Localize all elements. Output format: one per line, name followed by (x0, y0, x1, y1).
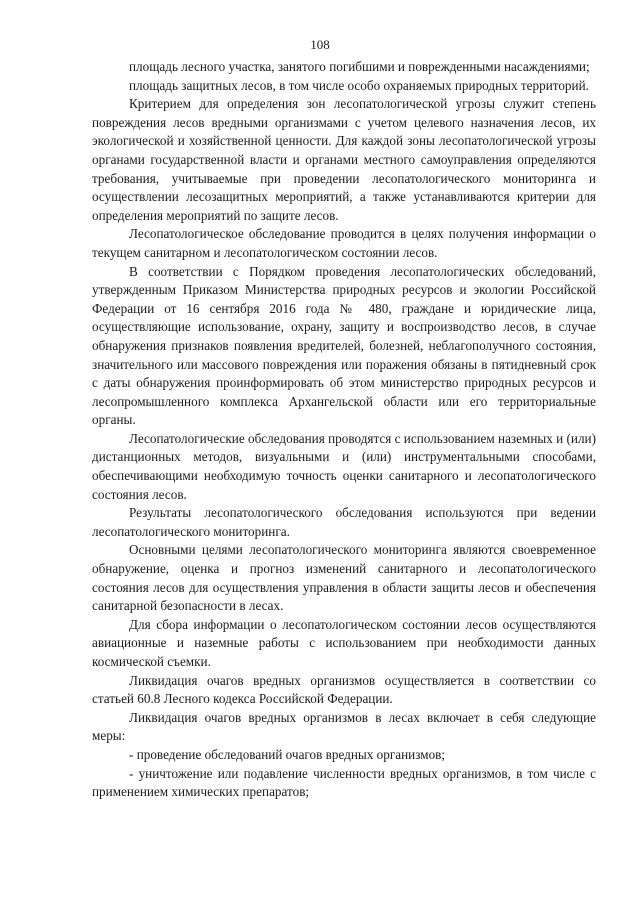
paragraph: Результаты лесопатологического обследования используются при ведении лесопатологического мониторинга. (92, 505, 596, 539)
paragraph: Лесопатологические обследования проводятся с использованием наземных и (или) дистанционных методов, визуальными и (или) инструментальными способами, обеспечивающими необходимую точность оценки санитарного и лесопатологического состояния лесов. (92, 430, 596, 502)
paragraph: Для сбора информации о лесопатологическом состоянии лесов осуществляются авиационные и наземные работы с использованием при необходимости данных космической съемки. (92, 616, 596, 669)
paragraph: площадь защитных лесов, в том числе особо охраняемых природных территорий. (129, 77, 589, 93)
paragraph: Основными целями лесопатологического мониторинга являются своевременное обнаружение, оценка и прогноз изменений санитарного и лесопатологического состояния лесов для осуществления управления в области защиты лесов и обеспечения санитарной безопасности в лесах. (92, 542, 596, 614)
list-item: - уничтожение или подавление численности вредных организмов, в том числе с применением химических препаратов; (92, 765, 596, 800)
paragraph: Ликвидация очагов вредных организмов осуществляется в соответствии со статьей 60.8 Лесного кодекса Российской Федерации. (92, 672, 596, 707)
paragraph: площадь лесного участка, занятого погибшими и поврежденными насаждениями; (129, 59, 590, 74)
paragraph: В соответствии с Порядком проведения лесопатологических обследований, утвержденным Приказом Министерства природных ресурсов и экологии Российской Федерации от 16 сентября 2016 года № 480, граждане и юридические лица, осуществляющие использование, охрану, защиту и воспроизводство лесов, в случае обнаружения признаков появления вредителей, болезней, неблагополучного состояния, значительного или массового повреждения или поражения обязаны в пятидневный срок с даты обнаружения проинформировать об этом министерство природных ресурсов и лесопромышленного комплекса Архангельской области или его территориальные органы. (92, 263, 596, 428)
paragraph: Критерием для определения зон лесопатологической угрозы служит степень повреждения лесов вредными организмами с учетом целевого назначения лесов, их экологической и хозяйственной ценности. Для каждой зоны лесопатологической угрозы органами государственной власти и органами местного самоуправления определяются требования, учитываемые при проведении лесопатологического мониторинга и осуществлении лесозащитных мероприятий, а также устанавливаются критерии для определения мероприятий по защите лесов. (92, 96, 596, 223)
page-number: 108 (310, 37, 330, 52)
paragraph: Лесопатологическое обследование проводится в целях получения информации о текущем санитарном и лесопатологическом состоянии лесов. (92, 226, 596, 260)
paragraph: Ликвидация очагов вредных организмов в лесах включает в себя следующие меры: (92, 709, 596, 744)
body-text (92, 58, 596, 802)
list-item: - проведение обследований очагов вредных организмов; (129, 746, 446, 762)
